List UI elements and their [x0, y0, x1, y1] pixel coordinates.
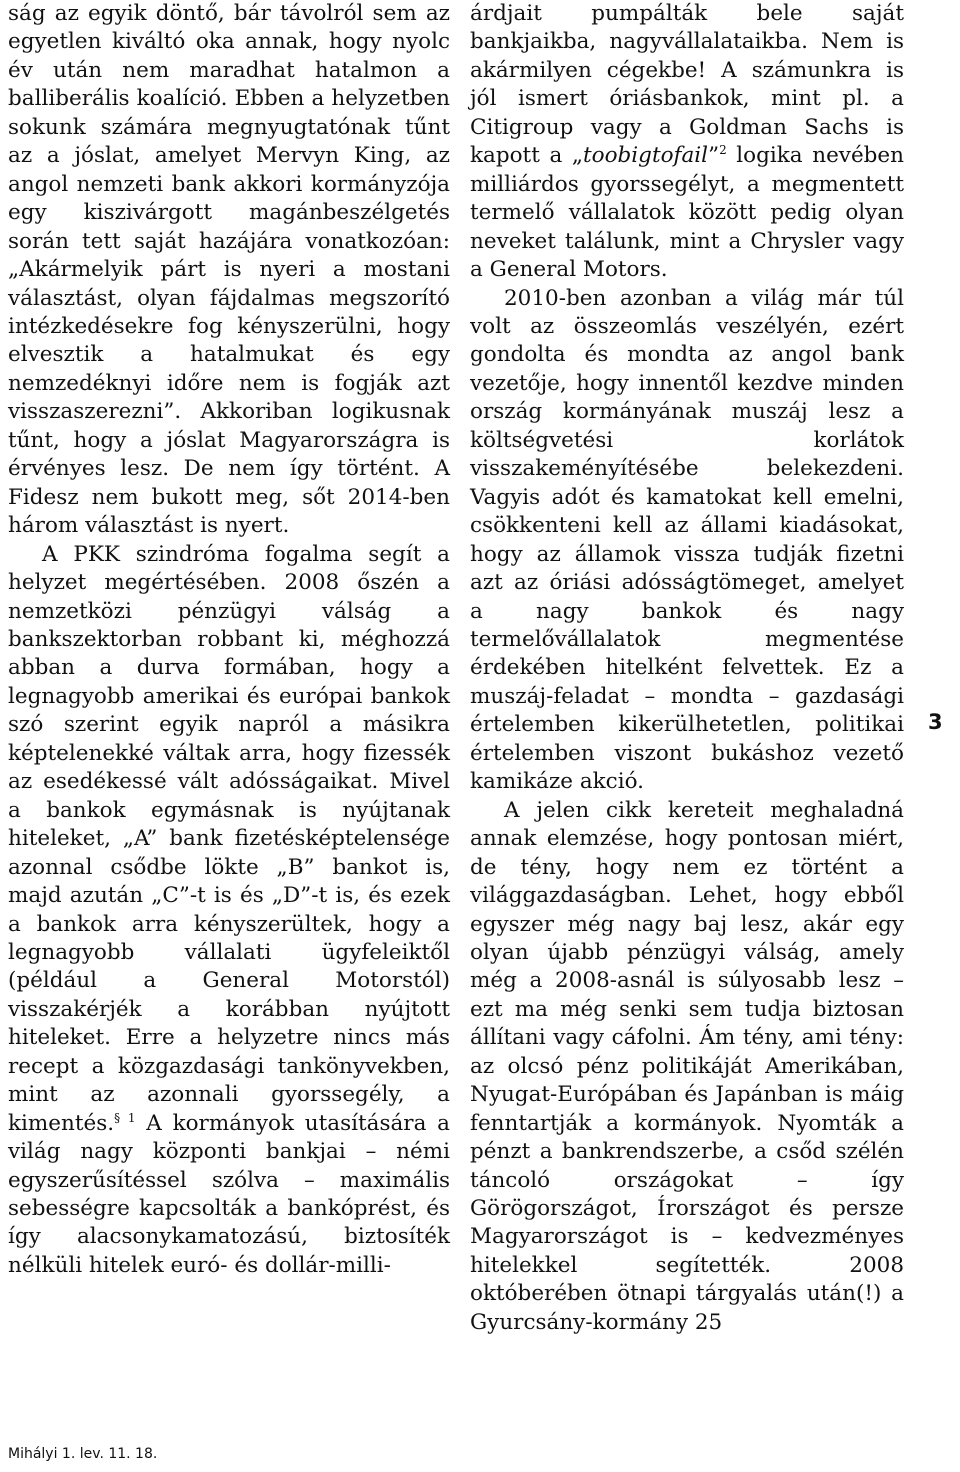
left-column: [8, 0, 450, 1280]
italic-term: toobigtofail: [583, 143, 709, 169]
right-paragraph-2: 2010-ben azonban a világ már túl volt az összeomlás veszélyén, ezért gondolta és mondta az angol bank vezetője, hogy innentől kezdve minden ország kormányának muszáj lesz a költségvetési korlátok visszakeményítésébe belekezdeni. Vagyis adót és kamatokat kell emelni, csökkenteni kell az állami kiadásokat, hogy az államok vissza tudják fizetni azt az óriási adósságtömeget, amelyet a nagy bankok és nagy termelővállalatok megmentése érdekében hitelként felvettek. Ez a muszáj-feladat – mondta – gazdasági értelemben kikerülhetetlen, politikai értelemben viszont bukáshoz vezető kamikáze akció.: [470, 285, 904, 795]
right-paragraph-1: [470, 0, 904, 285]
page-number: 3: [928, 710, 943, 734]
footnote-marker-1: § 1: [114, 1110, 136, 1125]
footnote-marker-2: 2: [719, 143, 727, 158]
right-paragraph-1-before: árdjait pumpálták bele saját bankjaikba, nagyvállalataikba. Nem is akármilyen cégekbe! A számunkra is jól ismert óriásbankok, mint pl. a Citigroup vagy a Goldman Sachs is kapott a „: [470, 1, 904, 169]
right-paragraph-1-after: logika nevében milliárdos gyorssegélyt, a megmentett termelő vállalatok között pedig olyan neveket találunk, mint a Chrysler vagy a General Motors.: [470, 143, 904, 283]
right-paragraph-3: A jelen cikk kereteit meghaladná annak elemzése, hogy pontosan miért, de tény, hogy nem ez történt a világgazdaságban. Lehet, hogy ebből egyszer még nagy baj lesz, akár egy olyan újabb pénzügyi válság, amely még a 2008-asnál is súlyosabb lesz – ezt ma még senki sem tudja biztosan állítani vagy cáfolni. Ám tény, ami tény: az olcsó pénz politikáját Amerikában, Nyugat-Európában és Japánban is máig fenntartják a kormányok. Nyomták a pénzt a bankrendszerbe, a csőd szélén táncoló országokat – így Görögországot, Írországot és persze Magyarországot is – kedvezményes hitelekkel segítették. 2008 októberében ötnapi tárgyalás után(!) a Gyurcsány-kormány 25: [470, 797, 904, 1335]
left-paragraph-2: [8, 541, 450, 1281]
left-paragraph-2-main: A PKK szindróma fogalma segít a helyzet megértésében. 2008 őszén a nemzetközi pénzügyi válság a bankszektorban robbant ki, méghozzá abban a durva formában, hogy a legnagyobb amerikai és európai bankok szó szerint egyik napról a másikra képtelenekké váltak arra, hogy fizessék az esedékessé vált adósságaikat. Mivel a bankok egymásnak is nyújtanak hiteleket, „A” bank fizetésképtelensége azonnal csődbe lökte „B” bankot is, majd azután „C”-t is és „D”-t is, és ezek a bankok arra kényszerültek, hogy a legnagyobb vállalati ügyfeleiktől (például a General Motorstól) visszakérjék a korábban nyújtott hiteleket. Erre a helyzetre nincs más recept a közgazdasági tankönyvekben, mint az azonnali gyorssegély, a kimentés.: [8, 541, 450, 1136]
left-paragraph-2-tail: A kormányok utasítására a világ nagy központi bankjai – némi egyszerűsítéssel szólva – maximális sebességre kapcsolták a bankóprést, és így alacsonykamatozású, biztosíték nélküli hitelek euró- és dollár-milli-: [8, 1110, 450, 1278]
left-paragraph-1: ság az egyik döntő, bár távolról sem az egyetlen kiváltó oka annak, hogy nyolc év után nem maradhat hatalmon a balliberális koalíció. Ebben a helyzetben sokunk számára megnyugtatónak tűnt az a jóslat, amelyet Mervyn King, az angol nemzeti bank akkori kormányzója egy kiszivárgott magánbeszélgetés során tett saját hazájára vonatkozóan: „Akármelyik párt is nyeri a mostani választást, olyan fájdalmas megszorító intézkedésekre fog kényszerülni, hogy elvesztik a hatalmukat és egy nemzedéknyi időre nem is fogják azt visszaszerezni”. Akkoriban logikusnak tűnt, hogy a jóslat Magyarországra is érvényes lesz. De nem így történt. A Fidesz nem bukott meg, sőt 2014-ben három választást is nyert.: [8, 1, 450, 539]
right-column: [470, 0, 904, 1337]
footer-note: Mihályi 1. lev. 11. 18.: [8, 1446, 158, 1462]
closing-quote: ”: [708, 143, 720, 169]
